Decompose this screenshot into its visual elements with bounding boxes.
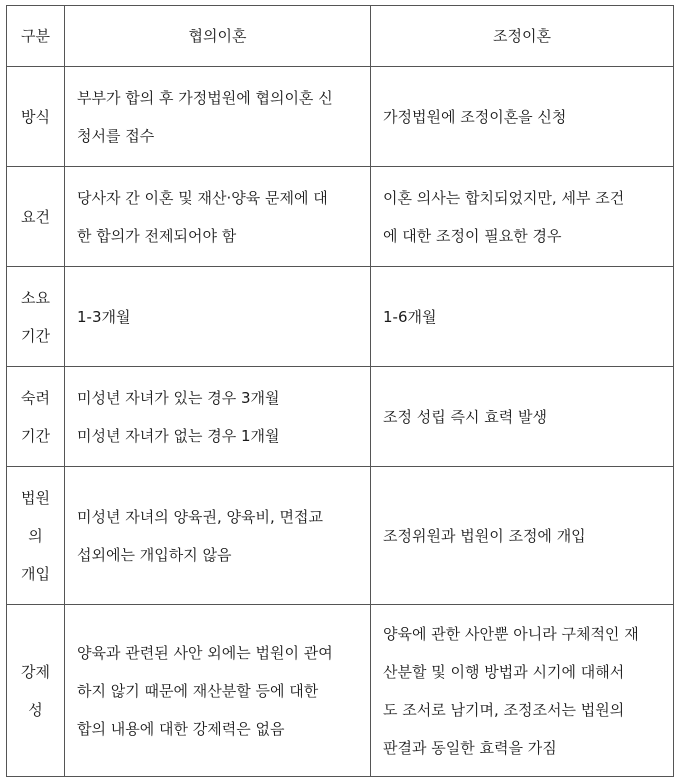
- table-row: [7, 367, 674, 467]
- row-label: 강제 성: [7, 605, 65, 777]
- row-label: 소요 기간: [7, 267, 65, 367]
- divorce-comparison-table: [6, 5, 674, 777]
- header-mediation-divorce: 조정이혼: [371, 6, 674, 67]
- agreement-cell: 당사자 간 이혼 및 재산·양육 문제에 대 한 합의가 전제되어야 함: [65, 167, 371, 267]
- table-row: [7, 605, 674, 777]
- mediation-cell: 가정법원에 조정이혼을 신청: [371, 67, 674, 167]
- table-row: [7, 67, 674, 167]
- mediation-cell: 조정위원과 법원이 조정에 개입: [371, 467, 674, 605]
- header-category: 구분: [7, 6, 65, 67]
- agreement-cell: 미성년 자녀의 양육권, 양육비, 면접교 섭외에는 개입하지 않음: [65, 467, 371, 605]
- table-row: [7, 467, 674, 605]
- row-label: 방식: [7, 67, 65, 167]
- mediation-cell: 양육에 관한 사안뿐 아니라 구체적인 재 산분할 및 이행 방법과 시기에 대해서 도 조서로 남기며, 조정조서는 법원의 판결과 동일한 효력을 가짐: [371, 605, 674, 777]
- table-row: [7, 267, 674, 367]
- mediation-cell: 조정 성립 즉시 효력 발생: [371, 367, 674, 467]
- header-agreement-divorce: 협의이혼: [65, 6, 371, 67]
- agreement-cell: 부부가 합의 후 가정법원에 협의이혼 신 청서를 접수: [65, 67, 371, 167]
- table-row: [7, 167, 674, 267]
- agreement-cell: 1-3개월: [65, 267, 371, 367]
- agreement-cell: 양육과 관련된 사안 외에는 법원이 관여 하지 않기 때문에 재산분할 등에 대한 합의 내용에 대한 강제력은 없음: [65, 605, 371, 777]
- row-label: 숙려 기간: [7, 367, 65, 467]
- header-row: [7, 6, 674, 67]
- agreement-cell: 미성년 자녀가 있는 경우 3개월 미성년 자녀가 없는 경우 1개월: [65, 367, 371, 467]
- mediation-cell: 1-6개월: [371, 267, 674, 367]
- row-label: 법원 의 개입: [7, 467, 65, 605]
- row-label: 요건: [7, 167, 65, 267]
- mediation-cell: 이혼 의사는 합치되었지만, 세부 조건 에 대한 조정이 필요한 경우: [371, 167, 674, 267]
